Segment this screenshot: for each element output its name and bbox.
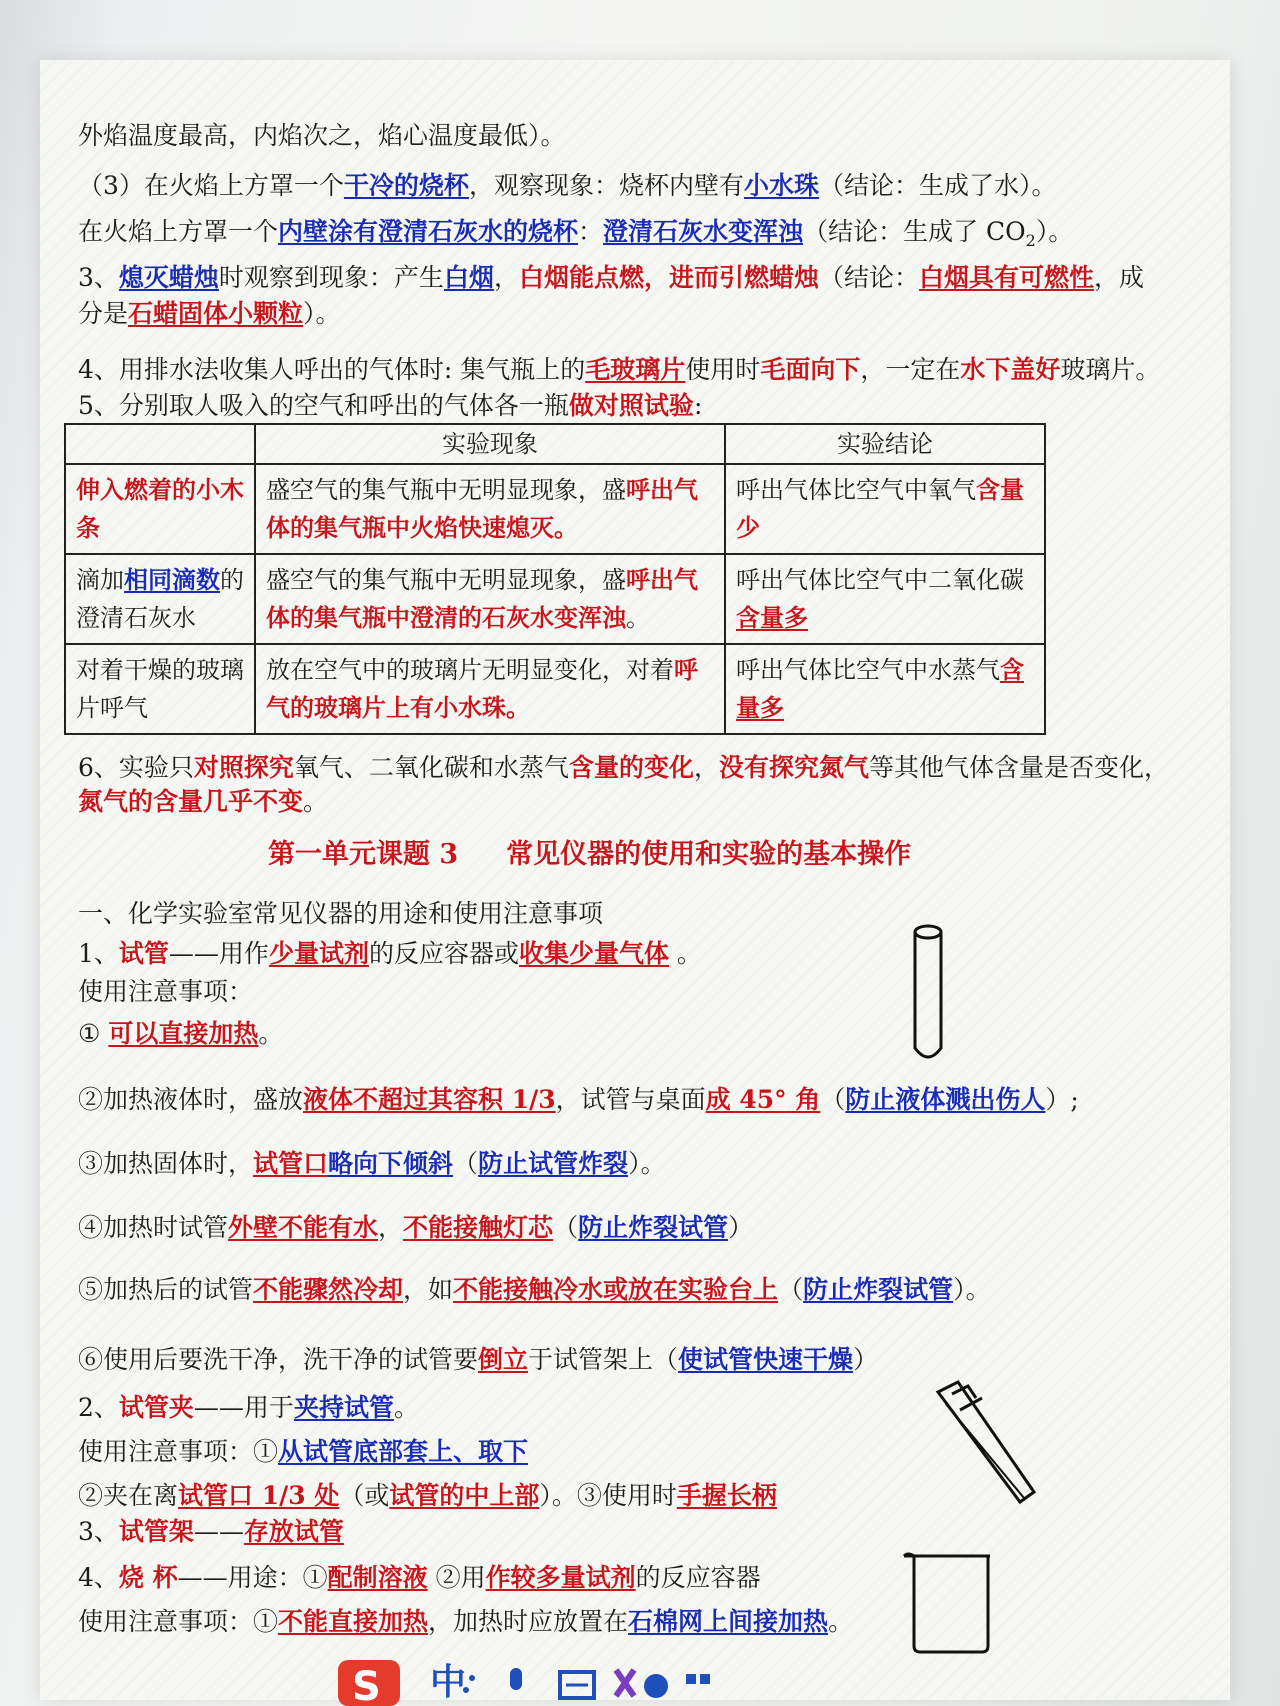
emoji-icon[interactable] bbox=[644, 1674, 668, 1698]
microphone-icon[interactable] bbox=[510, 1668, 522, 1690]
text-line: ⑥使用后要洗干净，洗干净的试管要倒立于试管架上（使试管快速干燥） bbox=[78, 1345, 879, 1374]
ime-mode-label[interactable]: 中 bbox=[430, 1662, 467, 1703]
text-line: 2、试管夹——用于夹持试管。 bbox=[78, 1393, 419, 1422]
text-line: ⑤加热后的试管不能骤然冷却，如不能接触冷水或放在实验台上（防止炸裂试管）。 bbox=[78, 1275, 991, 1304]
text-line: 5、分别取人吸入的空气和呼出的气体各一瓶做对照试验: bbox=[78, 391, 703, 420]
table-header bbox=[65, 424, 255, 464]
text-line: 6、实验只对照探究氧气、二氧化碳和水蒸气含量的变化，没有探究氮气等其他气体含量是否变化， bbox=[78, 753, 1169, 782]
skin-icon[interactable] bbox=[616, 1670, 634, 1696]
text-line: ④加热时试管外壁不能有水，不能接触灯芯（防止炸裂试管） bbox=[78, 1213, 754, 1242]
beaker-icon bbox=[898, 1548, 1000, 1656]
table-row: 对着干燥的玻璃片呼气 放在空气中的玻璃片无明显变化，对着呼气的玻璃片上有小水珠。 呼出气体比空气中水蒸气含量多 bbox=[65, 644, 1045, 734]
text-line: ③加热固体时，试管口略向下倾斜（防止试管炸裂）。 bbox=[78, 1149, 666, 1178]
text-line: 氮气的含量几乎不变。 bbox=[78, 787, 329, 816]
ime-toolbar[interactable] bbox=[330, 1650, 890, 1706]
experiment-table bbox=[64, 423, 1046, 735]
text-line: 分是石蜡固体小颗粒）。 bbox=[78, 299, 341, 328]
svg-text:S: S bbox=[352, 1664, 381, 1706]
table-row: 滴加相同滴数的澄清石灰水 盛空气的集气瓶中无明显现象，盛呼出气体的集气瓶中澄清的石灰水变浑浊。 呼出气体比空气中二氧化碳含量多 bbox=[65, 554, 1045, 644]
text-line: 4、烧 杯——用途：①配制溶液 ②用作较多量试剂的反应容器 bbox=[78, 1563, 761, 1592]
text-line: ① 可以直接加热。 bbox=[78, 1019, 284, 1048]
toolbox-icon[interactable] bbox=[686, 1674, 696, 1684]
text-line: 一、化学实验室常见仪器的用途和使用注意事项 bbox=[78, 899, 604, 928]
text-line: 4、用排水法收集人呼出的气体时: 集气瓶上的毛玻璃片使用时毛面向下，一定在水下盖好玻璃片。 bbox=[78, 355, 1161, 384]
table-header: 实验结论 bbox=[725, 424, 1045, 464]
section-title: 第一单元课题 3 常见仪器的使用和实验的基本操作 bbox=[268, 839, 912, 870]
text-line: 外焰温度最高，内焰次之，焰心温度最低）。 bbox=[78, 121, 566, 150]
text-line: 3、熄灭蜡烛时观察到现象：产生白烟，白烟能点燃，进而引燃蜡烛（结论：白烟具有可燃性，成 bbox=[78, 263, 1145, 292]
text-line: ②加热液体时，盛放液体不超过其容积 1/3，试管与桌面成 45° 角（防止液体溅出伤人）; bbox=[78, 1085, 1079, 1114]
table-row: 伸入燃着的小木条 盛空气的集气瓶中无明显现象，盛呼出气体的集气瓶中火焰快速熄灭。 呼出气体比空气中氧气含量少 bbox=[65, 464, 1045, 554]
test-tube-icon bbox=[900, 920, 956, 1070]
text-line: 使用注意事项：①不能直接加热，加热时应放置在石棉网上间接加热。 bbox=[78, 1607, 854, 1636]
table-header: 实验现象 bbox=[255, 424, 725, 464]
text-line: 使用注意事项：①从试管底部套上、取下 bbox=[78, 1437, 529, 1466]
test-tube-holder-icon bbox=[930, 1380, 1040, 1510]
text-line: （3）在火焰上方罩一个干冷的烧杯，观察现象：烧杯内壁有小水珠（结论：生成了水）。 bbox=[78, 171, 1057, 200]
text-line: 1、试管——用作少量试剂的反应容器或收集少量气体 。 bbox=[78, 939, 702, 968]
text-line: 使用注意事项： bbox=[78, 977, 254, 1006]
text-line: 3、试管架——存放试管 bbox=[78, 1517, 344, 1546]
text-line: 在火焰上方罩一个内壁涂有澄清石灰水的烧杯：澄清石灰水变浑浊（结论：生成了 $CO_2$）。 bbox=[78, 217, 1074, 250]
text-line: ②夹在离试管口 1/3 处（或试管的中上部）。③使用时手握长柄 bbox=[78, 1481, 777, 1510]
